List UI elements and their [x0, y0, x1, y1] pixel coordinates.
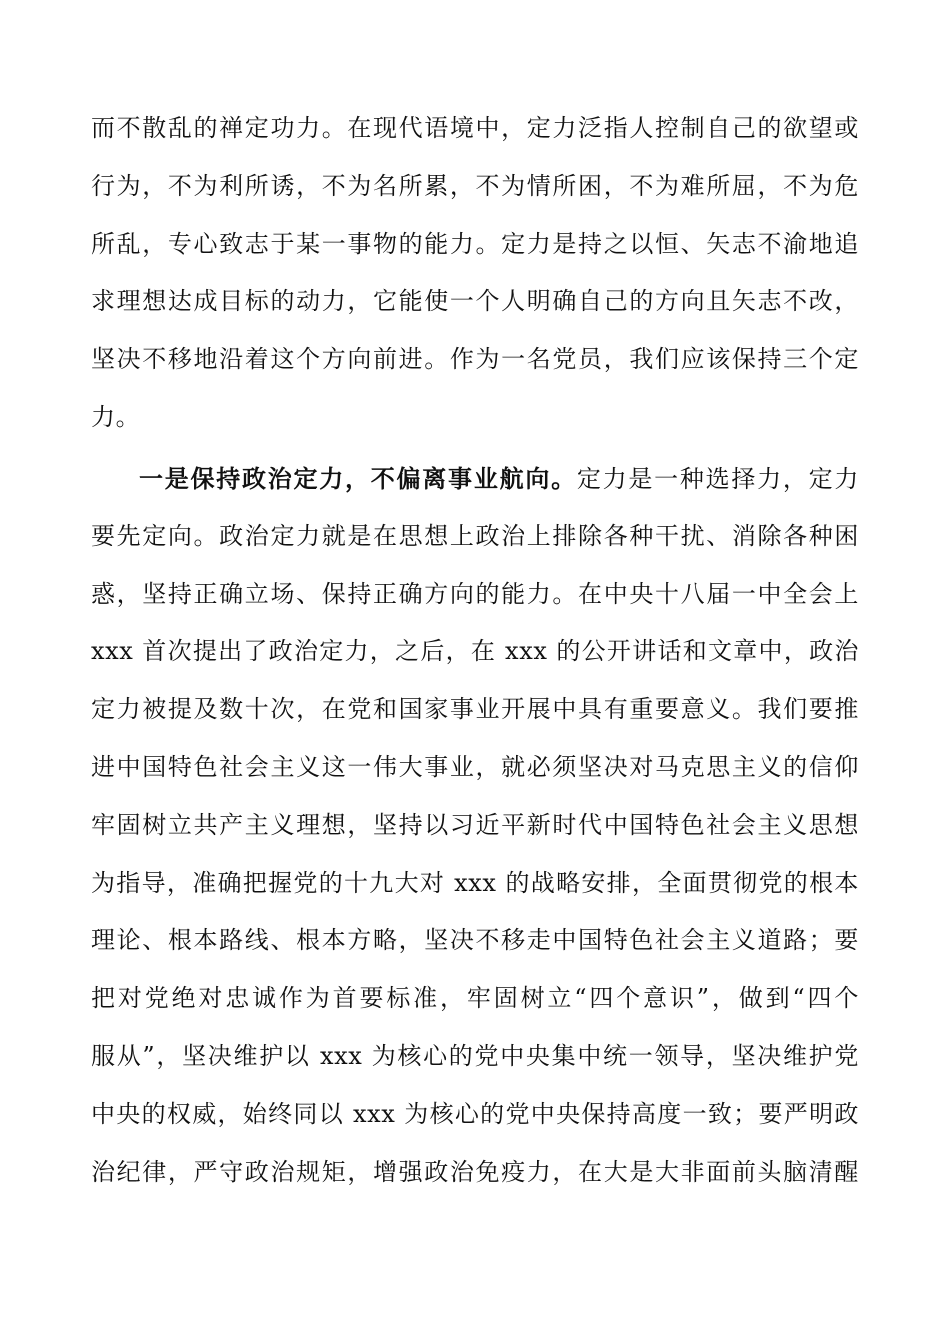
text-line: 牢固树立共产主义理想，坚持以习近平新时代中国特色社会主义思想 [91, 810, 859, 839]
text-line: 理论、根本路线、根本方略，坚决不移走中国特色社会主义道路；要 [91, 926, 859, 955]
text-line: 定力被提及数十次，在党和国家事业开展中具有重要意义。我们要推 [91, 695, 859, 724]
paragraph-2 [91, 450, 859, 1201]
text-line: 中央的权威，始终同以 xxx 为核心的党中央保持高度一致；要严明政 [91, 1099, 859, 1128]
text-line: 而不散乱的禅定功力。在现代语境中，定力泛指人控制自己的欲望或 [91, 114, 859, 142]
text-line: 要先定向。政治定力就是在思想上政治上排除各种干扰、消除各种困 [91, 521, 859, 550]
text-line: 坚决不移地沿着这个方向前进。作为一名党员，我们应该保持三个定 [91, 345, 859, 374]
text-line: 服从”，坚决维护以 xxx 为核心的党中央集中统一领导，坚决维护党 [91, 1041, 859, 1070]
text-line: 为指导，准确把握党的十九大对 xxx 的战略安排，全面贯彻党的根本 [91, 868, 859, 897]
text-line: xxx 首次提出了政治定力，之后，在 xxx 的公开讲话和文章中，政治 [91, 637, 859, 666]
paragraph-first-line [91, 450, 859, 508]
text-line: 治纪律，严守政治规矩，增强政治免疫力，在大是大非面前头脑清醒 [91, 1157, 859, 1186]
text-line: 所乱，专心致志于某一事物的能力。定力是持之以恒、矢志不渝地追 [91, 229, 859, 258]
paragraph-1 [91, 100, 859, 447]
text-line: 把对党绝对忠诚作为首要标准，牢固树立“四个意识”，做到“四个 [91, 984, 859, 1013]
text-line: 求理想达成目标的动力，它能使一个人明确自己的方向且矢志不改， [91, 287, 859, 316]
text-line: 惑，坚持正确立场、保持正确方向的能力。在中央十八届一中全会上 [91, 579, 859, 608]
text-line: 行为，不为利所诱，不为名所累，不为情所困，不为难所屈，不为危 [91, 171, 859, 200]
paragraph-heading: 一是保持政治定力，不偏离事业航向。 [139, 464, 577, 493]
text-line-rest: 定力是一种选择力，定力 [576, 465, 859, 493]
text-line: 力。 [91, 402, 141, 431]
text-line: 进中国特色社会主义这一伟大事业，就必须坚决对马克思主义的信仰 [91, 752, 859, 781]
